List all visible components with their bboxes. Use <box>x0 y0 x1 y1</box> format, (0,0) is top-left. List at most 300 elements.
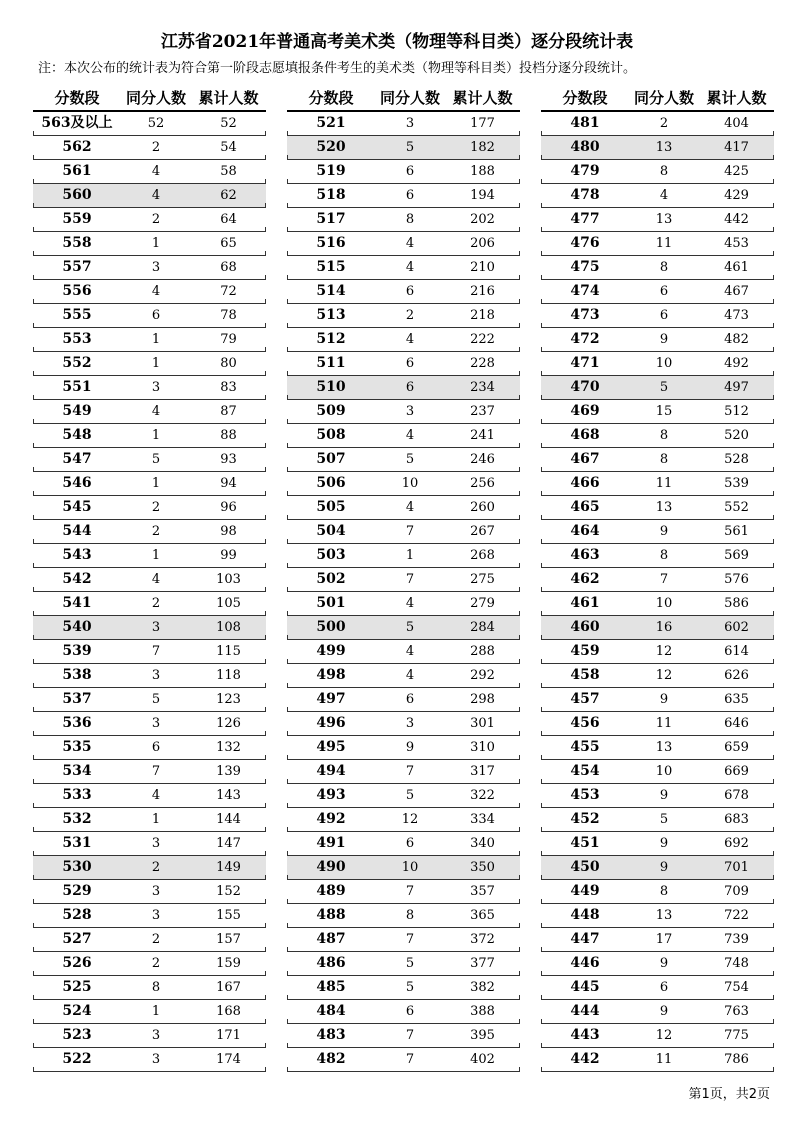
score-cell: 498 <box>316 667 346 683</box>
count-cell: 3 <box>151 260 161 275</box>
table-row <box>33 112 266 136</box>
cumulative-cell: 126 <box>216 716 241 731</box>
count-cell: 4 <box>405 596 415 611</box>
count-cell: 5 <box>405 140 415 155</box>
score-cell: 558 <box>62 235 92 251</box>
cumulative-cell: 467 <box>724 284 749 299</box>
count-cell: 13 <box>655 500 673 515</box>
count-cell: 9 <box>659 788 669 803</box>
count-cell: 3 <box>405 404 415 419</box>
score-cell: 517 <box>316 211 346 227</box>
cumulative-cell: 103 <box>216 572 241 587</box>
table-row <box>541 568 774 592</box>
count-cell: 8 <box>659 164 669 179</box>
table-row <box>541 808 774 832</box>
score-cell: 503 <box>316 547 346 563</box>
cumulative-cell: 497 <box>724 380 749 395</box>
table-row <box>33 712 266 736</box>
count-cell: 17 <box>655 932 673 947</box>
cumulative-cell: 284 <box>470 620 495 635</box>
table-row <box>33 328 266 352</box>
count-cell: 9 <box>659 524 669 539</box>
cumulative-cell: 267 <box>470 524 495 539</box>
cumulative-cell: 79 <box>220 332 237 347</box>
table-row <box>287 520 520 544</box>
count-cell: 6 <box>405 836 415 851</box>
score-cell: 520 <box>316 139 346 155</box>
table-row <box>541 760 774 784</box>
table-note: 注：本次公布的统计表为符合第一阶段志愿填报条件考生的美术类（物理等科目类）投档分逐分段统计。 <box>38 61 637 76</box>
table-row <box>33 928 266 952</box>
cumulative-cell: 659 <box>724 740 749 755</box>
cumulative-cell: 237 <box>470 404 495 419</box>
score-cell: 482 <box>316 1051 346 1067</box>
count-cell: 10 <box>655 356 673 371</box>
cumulative-cell: 669 <box>724 764 749 779</box>
score-cell: 551 <box>62 379 92 395</box>
table-row <box>287 1024 520 1048</box>
cumulative-cell: 80 <box>220 356 237 371</box>
count-cell: 3 <box>151 1028 161 1043</box>
count-cell: 8 <box>659 260 669 275</box>
count-cell: 10 <box>401 860 419 875</box>
score-cell: 534 <box>62 763 92 779</box>
cumulative-cell: 292 <box>470 668 495 683</box>
cumulative-cell: 754 <box>724 980 749 995</box>
count-cell: 10 <box>655 764 673 779</box>
count-cell: 3 <box>151 836 161 851</box>
score-cell: 463 <box>570 547 600 563</box>
table-row <box>541 952 774 976</box>
cumulative-cell: 168 <box>216 1004 241 1019</box>
count-cell: 11 <box>655 1052 673 1067</box>
count-cell: 15 <box>655 404 673 419</box>
score-cell: 452 <box>570 811 600 827</box>
table-row <box>287 160 520 184</box>
cumulative-cell: 194 <box>470 188 495 203</box>
table-row <box>287 448 520 472</box>
cumulative-cell: 701 <box>724 860 749 875</box>
table-row <box>541 184 774 208</box>
table-row <box>287 952 520 976</box>
cumulative-cell: 87 <box>220 404 237 419</box>
score-cell: 460 <box>570 619 600 635</box>
table-row <box>287 760 520 784</box>
score-cell: 529 <box>62 883 92 899</box>
score-cell: 458 <box>570 667 600 683</box>
count-cell: 8 <box>405 212 415 227</box>
header-score: 分数段 <box>562 89 608 107</box>
cumulative-cell: 279 <box>470 596 495 611</box>
score-cell: 552 <box>62 355 92 371</box>
cumulative-cell: 552 <box>724 500 749 515</box>
score-cell: 464 <box>570 523 600 539</box>
count-cell: 11 <box>655 476 673 491</box>
score-cell: 504 <box>316 523 346 539</box>
score-cell: 549 <box>62 403 92 419</box>
table-row <box>33 520 266 544</box>
score-cell: 459 <box>570 643 600 659</box>
cumulative-cell: 709 <box>724 884 749 899</box>
table-row <box>541 232 774 256</box>
page-number: 第1页，共2页 <box>688 1087 770 1102</box>
table-row <box>541 928 774 952</box>
count-cell: 1 <box>151 356 161 371</box>
count-cell: 9 <box>659 836 669 851</box>
count-cell: 2 <box>405 308 415 323</box>
count-cell: 3 <box>151 380 161 395</box>
cumulative-cell: 786 <box>724 1052 749 1067</box>
table-row <box>287 376 520 400</box>
count-cell: 7 <box>405 932 415 947</box>
score-cell: 539 <box>62 643 92 659</box>
count-cell: 4 <box>151 404 161 419</box>
score-cell: 478 <box>570 187 600 203</box>
cumulative-cell: 340 <box>470 836 495 851</box>
table-row <box>33 400 266 424</box>
count-cell: 4 <box>405 260 415 275</box>
cumulative-cell: 222 <box>470 332 495 347</box>
header-cumulative: 累计人数 <box>452 89 513 107</box>
table-row <box>287 424 520 448</box>
table-row <box>287 352 520 376</box>
table-row <box>33 1000 266 1024</box>
table-row <box>33 1048 266 1072</box>
count-cell: 6 <box>405 692 415 707</box>
score-table-column-1 <box>33 86 266 1072</box>
cumulative-cell: 453 <box>724 236 749 251</box>
cumulative-cell: 157 <box>216 932 241 947</box>
cumulative-cell: 512 <box>724 404 749 419</box>
table-row <box>287 544 520 568</box>
cumulative-cell: 216 <box>470 284 495 299</box>
cumulative-cell: 298 <box>470 692 495 707</box>
table-row <box>33 832 266 856</box>
cumulative-cell: 218 <box>470 308 495 323</box>
table-row <box>541 376 774 400</box>
count-cell: 6 <box>405 188 415 203</box>
table-row <box>33 232 266 256</box>
count-cell: 9 <box>659 860 669 875</box>
count-cell: 4 <box>151 188 161 203</box>
score-cell: 444 <box>570 1003 600 1019</box>
score-cell: 476 <box>570 235 600 251</box>
score-cell: 473 <box>570 307 600 323</box>
cumulative-cell: 64 <box>220 212 237 227</box>
cumulative-cell: 372 <box>470 932 495 947</box>
table-row <box>33 856 266 880</box>
table-row <box>287 616 520 640</box>
count-cell: 5 <box>151 692 161 707</box>
table-row <box>541 424 774 448</box>
score-cell: 506 <box>316 475 346 491</box>
table-row <box>33 496 266 520</box>
table-row <box>541 520 774 544</box>
table-row <box>541 400 774 424</box>
cumulative-cell: 350 <box>470 860 495 875</box>
table-row <box>287 328 520 352</box>
score-cell: 475 <box>570 259 600 275</box>
score-cell: 496 <box>316 715 346 731</box>
table-row <box>33 568 266 592</box>
table-row <box>541 1024 774 1048</box>
score-cell: 543 <box>62 547 92 563</box>
table-row <box>287 400 520 424</box>
score-cell: 470 <box>570 379 600 395</box>
table-row <box>33 688 266 712</box>
score-cell: 509 <box>316 403 346 419</box>
score-cell: 491 <box>316 835 346 851</box>
score-cell: 445 <box>570 979 600 995</box>
score-cell: 497 <box>316 691 346 707</box>
table-row <box>287 136 520 160</box>
cumulative-cell: 94 <box>220 476 237 491</box>
cumulative-cell: 357 <box>470 884 495 899</box>
cumulative-cell: 115 <box>216 644 241 659</box>
score-cell: 505 <box>316 499 346 515</box>
cumulative-cell: 147 <box>216 836 241 851</box>
cumulative-cell: 144 <box>216 812 241 827</box>
count-cell: 6 <box>151 308 161 323</box>
score-cell: 453 <box>570 787 600 803</box>
score-cell: 511 <box>316 355 346 371</box>
score-cell: 561 <box>62 163 92 179</box>
table-row <box>33 472 266 496</box>
table-row <box>287 256 520 280</box>
count-cell: 7 <box>405 1028 415 1043</box>
score-cell: 555 <box>62 307 92 323</box>
table-row <box>287 976 520 1000</box>
score-cell: 495 <box>316 739 346 755</box>
count-cell: 4 <box>151 164 161 179</box>
score-cell: 500 <box>316 619 346 635</box>
cumulative-cell: 382 <box>470 980 495 995</box>
cumulative-cell: 748 <box>724 956 749 971</box>
score-cell: 560 <box>62 187 92 203</box>
cumulative-cell: 520 <box>724 428 749 443</box>
count-cell: 2 <box>151 860 161 875</box>
count-cell: 4 <box>405 236 415 251</box>
table-row <box>287 928 520 952</box>
score-cell: 525 <box>62 979 92 995</box>
cumulative-cell: 473 <box>724 308 749 323</box>
table-body <box>33 112 266 1072</box>
table-row <box>541 712 774 736</box>
score-cell: 541 <box>62 595 92 611</box>
cumulative-cell: 174 <box>216 1052 241 1067</box>
score-cell: 462 <box>570 571 600 587</box>
header-count: 同分人数 <box>633 89 694 107</box>
count-cell: 2 <box>151 956 161 971</box>
score-cell: 499 <box>316 643 346 659</box>
count-cell: 5 <box>659 812 669 827</box>
count-cell: 3 <box>405 716 415 731</box>
cumulative-cell: 539 <box>724 476 749 491</box>
cumulative-cell: 775 <box>724 1028 749 1043</box>
count-cell: 1 <box>151 428 161 443</box>
cumulative-cell: 528 <box>724 452 749 467</box>
cumulative-cell: 602 <box>724 620 749 635</box>
table-row <box>33 664 266 688</box>
score-cell: 507 <box>316 451 346 467</box>
count-cell: 1 <box>151 332 161 347</box>
table-row <box>287 664 520 688</box>
score-cell: 485 <box>316 979 346 995</box>
cumulative-cell: 425 <box>724 164 749 179</box>
table-row <box>33 808 266 832</box>
table-row <box>33 760 266 784</box>
count-cell: 6 <box>405 1004 415 1019</box>
count-cell: 7 <box>659 572 669 587</box>
header-count: 同分人数 <box>125 89 186 107</box>
score-cell: 542 <box>62 571 92 587</box>
table-row <box>541 304 774 328</box>
table-row <box>541 256 774 280</box>
cumulative-cell: 108 <box>216 620 241 635</box>
score-cell: 563及以上 <box>41 115 113 131</box>
score-cell: 538 <box>62 667 92 683</box>
score-cell: 516 <box>316 235 346 251</box>
count-cell: 10 <box>401 476 419 491</box>
score-cell: 556 <box>62 283 92 299</box>
table-row <box>33 376 266 400</box>
count-cell: 7 <box>405 764 415 779</box>
score-cell: 454 <box>570 763 600 779</box>
count-cell: 5 <box>405 788 415 803</box>
cumulative-cell: 576 <box>724 572 749 587</box>
table-row <box>33 184 266 208</box>
table-header <box>33 86 266 110</box>
header-score: 分数段 <box>308 89 354 107</box>
cumulative-cell: 683 <box>724 812 749 827</box>
table-row <box>287 592 520 616</box>
count-cell: 2 <box>151 500 161 515</box>
count-cell: 9 <box>659 956 669 971</box>
count-cell: 13 <box>655 212 673 227</box>
score-cell: 535 <box>62 739 92 755</box>
table-row <box>33 424 266 448</box>
score-cell: 533 <box>62 787 92 803</box>
cumulative-cell: 763 <box>724 1004 749 1019</box>
cumulative-cell: 152 <box>216 884 241 899</box>
table-row <box>33 736 266 760</box>
score-cell: 488 <box>316 907 346 923</box>
score-cell: 493 <box>316 787 346 803</box>
cumulative-cell: 722 <box>724 908 749 923</box>
cumulative-cell: 99 <box>220 548 237 563</box>
table-row <box>541 616 774 640</box>
cumulative-cell: 58 <box>220 164 237 179</box>
cumulative-cell: 461 <box>724 260 749 275</box>
count-cell: 6 <box>405 164 415 179</box>
cumulative-cell: 678 <box>724 788 749 803</box>
table-row <box>541 832 774 856</box>
score-cell: 461 <box>570 595 600 611</box>
score-cell: 492 <box>316 811 346 827</box>
score-cell: 466 <box>570 475 600 491</box>
cumulative-cell: 83 <box>220 380 237 395</box>
count-cell: 12 <box>401 812 419 827</box>
score-cell: 536 <box>62 715 92 731</box>
cumulative-cell: 182 <box>470 140 495 155</box>
cumulative-cell: 301 <box>470 716 495 731</box>
score-cell: 537 <box>62 691 92 707</box>
cumulative-cell: 72 <box>220 284 237 299</box>
count-cell: 4 <box>151 788 161 803</box>
table-row <box>33 160 266 184</box>
cumulative-cell: 143 <box>216 788 241 803</box>
score-cell: 544 <box>62 523 92 539</box>
score-cell: 455 <box>570 739 600 755</box>
cumulative-cell: 365 <box>470 908 495 923</box>
table-row <box>541 472 774 496</box>
header-cumulative: 累计人数 <box>706 89 767 107</box>
cumulative-cell: 614 <box>724 644 749 659</box>
score-cell: 521 <box>316 115 346 131</box>
count-cell: 52 <box>147 116 165 131</box>
table-row <box>541 784 774 808</box>
score-cell: 468 <box>570 427 600 443</box>
table-row <box>541 328 774 352</box>
table-row <box>33 904 266 928</box>
count-cell: 12 <box>655 668 673 683</box>
count-cell: 8 <box>151 980 161 995</box>
count-cell: 5 <box>405 620 415 635</box>
count-cell: 9 <box>659 692 669 707</box>
count-cell: 4 <box>405 332 415 347</box>
cumulative-cell: 96 <box>220 500 237 515</box>
cumulative-cell: 177 <box>470 116 495 131</box>
count-cell: 8 <box>659 428 669 443</box>
count-cell: 2 <box>151 524 161 539</box>
count-cell: 2 <box>151 212 161 227</box>
table-row <box>33 640 266 664</box>
score-cell: 545 <box>62 499 92 515</box>
cumulative-cell: 132 <box>216 740 241 755</box>
count-cell: 1 <box>151 236 161 251</box>
cumulative-cell: 646 <box>724 716 749 731</box>
cumulative-cell: 404 <box>724 116 749 131</box>
cumulative-cell: 388 <box>470 1004 495 1019</box>
table-row <box>33 952 266 976</box>
cumulative-cell: 288 <box>470 644 495 659</box>
count-cell: 12 <box>655 1028 673 1043</box>
count-cell: 5 <box>659 380 669 395</box>
table-header <box>287 86 520 110</box>
score-cell: 474 <box>570 283 600 299</box>
table-row <box>287 856 520 880</box>
cumulative-cell: 246 <box>470 452 495 467</box>
count-cell: 6 <box>405 284 415 299</box>
count-cell: 1 <box>151 812 161 827</box>
table-row <box>33 616 266 640</box>
cumulative-cell: 310 <box>470 740 495 755</box>
cumulative-cell: 492 <box>724 356 749 371</box>
table-row <box>287 496 520 520</box>
count-cell: 9 <box>659 332 669 347</box>
cumulative-cell: 635 <box>724 692 749 707</box>
score-cell: 486 <box>316 955 346 971</box>
cumulative-cell: 93 <box>220 452 237 467</box>
table-row <box>33 304 266 328</box>
score-table-column-3 <box>541 86 774 1072</box>
count-cell: 6 <box>405 356 415 371</box>
score-cell: 522 <box>62 1051 92 1067</box>
count-cell: 7 <box>405 572 415 587</box>
count-cell: 2 <box>151 596 161 611</box>
page-title: 江苏省2021年普通高考美术类（物理等科目类）逐分段统计表 <box>160 32 634 52</box>
cumulative-cell: 149 <box>216 860 241 875</box>
